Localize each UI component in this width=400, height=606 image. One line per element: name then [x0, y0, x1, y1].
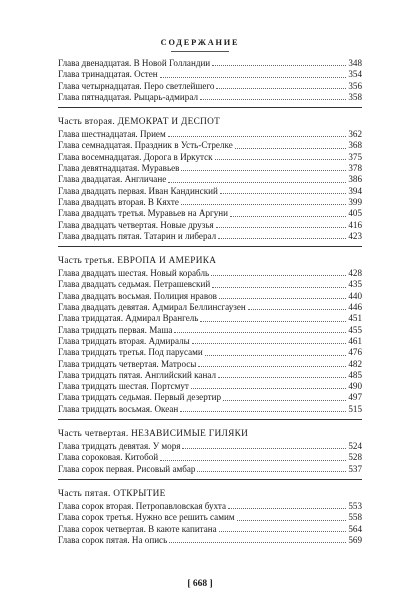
chapter-title: Глава шестнадцатая. Прием [58, 129, 166, 140]
chapter-title: Глава тридцать девятая. У моря [58, 441, 181, 452]
chapter-page-number: 354 [348, 69, 362, 80]
chapter-title: Глава сорок пятая. На опись [58, 534, 168, 545]
dot-leader [219, 531, 347, 532]
chapter-title: Глава сороковая. Китобой [58, 452, 159, 463]
page-number: [ 668 ] [187, 579, 213, 589]
dot-leader [197, 471, 346, 472]
chapter-page-number: 455 [348, 324, 362, 335]
dot-leader [169, 542, 346, 543]
toc-entry[interactable] [58, 220, 362, 231]
toc-entry[interactable] [58, 381, 362, 392]
chapter-page-number: 386 [348, 174, 362, 185]
toc-entry[interactable] [58, 512, 362, 523]
dot-leader [215, 159, 347, 160]
chapter-page-number: 569 [348, 534, 362, 545]
dot-leader [192, 343, 347, 344]
dot-leader [220, 193, 347, 194]
chapter-title: Глава сорок первая. Рисовый амбар [58, 463, 196, 474]
running-header: СОДЕРЖАНИЕ [160, 38, 240, 47]
chapter-page-number: 524 [348, 441, 362, 452]
dot-leader [235, 148, 347, 149]
chapter-title: Глава сорок вторая. Петропавловская бухта [58, 500, 227, 511]
toc-entry[interactable] [58, 186, 362, 197]
chapter-title: Глава четырнадцатая. Перо светлейшего [58, 80, 215, 91]
table-of-contents [58, 58, 362, 546]
toc-entry[interactable] [58, 58, 362, 69]
dot-leader [160, 460, 346, 461]
toc-entry[interactable] [58, 464, 362, 475]
part-heading: Часть третья. ЕВРОПА И АМЕРИКА [58, 256, 217, 267]
dot-leader [211, 275, 346, 276]
toc-entry[interactable] [58, 208, 362, 219]
chapter-page-number: 490 [348, 381, 362, 392]
dot-leader [181, 170, 346, 171]
chapter-page-number: 375 [348, 151, 362, 162]
section-divider [58, 246, 362, 247]
toc-entry[interactable] [58, 268, 362, 279]
chapter-title: Глава тридцать четвертая. Матросы [58, 358, 197, 369]
chapter-page-number: 394 [348, 185, 362, 196]
chapter-title: Глава тридцать вторая. Адмиралы [58, 335, 190, 346]
dot-leader [191, 388, 346, 389]
toc-entry[interactable] [58, 140, 362, 151]
part-heading: Часть пятая. ОТКРЫТИЕ [58, 488, 166, 499]
chapter-page-number: 362 [348, 129, 362, 140]
chapter-page-number: 537 [348, 463, 362, 474]
toc-entry[interactable] [58, 325, 362, 336]
chapter-title: Глава восемнадцатая. Дорога в Иркутск [58, 151, 213, 162]
chapter-title: Глава двадцать восьмая. Полиция нравов [58, 290, 217, 301]
dot-leader [198, 366, 346, 367]
chapter-title: Глава сорок четвертая. В каюте капитана [58, 523, 217, 534]
toc-entry[interactable] [58, 152, 362, 163]
chapter-page-number: 553 [348, 500, 362, 511]
chapter-title: Глава тридцать пятая. Английский канал [58, 369, 216, 380]
chapter-page-number: 446 [348, 302, 362, 313]
chapter-title: Глава тридцать седьмая. Первый дезертир [58, 392, 222, 403]
dot-leader [218, 238, 346, 239]
toc-entry[interactable] [58, 197, 362, 208]
dot-leader [212, 65, 346, 66]
chapter-page-number: 356 [348, 80, 362, 91]
chapter-page-number: 451 [348, 313, 362, 324]
chapter-title: Глава тринадцатая. Остен [58, 69, 158, 80]
toc-entry[interactable] [58, 69, 362, 80]
dot-leader [248, 309, 347, 310]
dot-leader [180, 411, 346, 412]
toc-entry[interactable] [58, 535, 362, 546]
chapter-page-number: 399 [348, 196, 362, 207]
toc-entry[interactable] [58, 231, 362, 242]
chapter-title: Глава тридцать восьмая. Океан [58, 403, 179, 414]
toc-entry[interactable] [58, 404, 362, 415]
chapter-title: Глава сорок третья. Нужно все решить самим [58, 512, 235, 523]
chapter-page-number: 482 [348, 358, 362, 369]
chapter-title: Глава двадцать пятая. Татарин и либерал [58, 230, 217, 241]
dot-leader [168, 182, 346, 183]
chapter-title: Глава девятнадцатая. Муравьев [58, 163, 180, 174]
toc-entry[interactable] [58, 81, 362, 92]
dot-leader [216, 227, 347, 228]
toc-entry[interactable] [58, 336, 362, 347]
chapter-title: Глава двадцать седьмая. Петрашевский [58, 279, 211, 290]
dot-leader [218, 377, 346, 378]
toc-entry[interactable] [58, 302, 362, 313]
chapter-page-number: 348 [348, 58, 362, 68]
toc-entry[interactable] [58, 359, 362, 370]
chapter-page-number: 440 [348, 290, 362, 301]
chapter-title: Глава семнадцатая. Праздник в Усть-Стрелке [58, 140, 233, 151]
chapter-page-number: 564 [348, 523, 362, 534]
chapter-page-number: 428 [348, 268, 362, 279]
dot-leader [228, 508, 346, 509]
chapter-page-number: 528 [348, 452, 362, 463]
chapter-page-number: 497 [348, 392, 362, 403]
dot-leader [216, 88, 346, 89]
dot-leader [181, 204, 347, 205]
chapter-title: Глава двадцать первая. Иван Кандинский [58, 185, 218, 196]
chapter-title: Глава двадцать шестая. Новый корабль [58, 268, 210, 279]
toc-entry[interactable] [58, 313, 362, 324]
dot-leader [212, 287, 346, 288]
dot-leader [230, 216, 346, 217]
toc-entry[interactable] [58, 347, 362, 358]
toc-entry[interactable] [58, 279, 362, 290]
dot-leader [219, 298, 346, 299]
chapter-title: Глава тридцать третья. Под парусами [58, 347, 203, 358]
dot-leader [182, 448, 346, 449]
dot-leader [237, 520, 347, 521]
dot-leader [223, 400, 346, 401]
part-heading: Часть вторая. ДЕМОКРАТ И ДЕСПОТ [58, 117, 221, 128]
toc-entry[interactable] [58, 129, 362, 140]
chapter-page-number: 368 [348, 140, 362, 151]
chapter-title: Глава тридцать первая. Маша [58, 324, 173, 335]
dot-leader [200, 99, 346, 100]
chapter-page-number: 423 [348, 230, 362, 241]
toc-entry[interactable] [58, 92, 362, 103]
dot-leader [168, 136, 347, 137]
toc-entry[interactable] [58, 370, 362, 381]
chapter-page-number: 476 [348, 347, 362, 358]
toc-entry[interactable] [58, 291, 362, 302]
chapter-title: Глава двенадцатая. В Новой Голландии [58, 58, 211, 68]
dot-leader [200, 321, 346, 322]
chapter-page-number: 378 [348, 163, 362, 174]
chapter-title: Глава двадцать четвертая. Новые друзья [58, 219, 214, 230]
chapter-page-number: 405 [348, 208, 362, 219]
toc-entry[interactable] [58, 392, 362, 403]
chapter-page-number: 435 [348, 279, 362, 290]
toc-entry[interactable] [58, 441, 362, 452]
chapter-page-number: 515 [348, 403, 362, 414]
chapter-page-number: 461 [348, 335, 362, 346]
toc-entry[interactable] [58, 174, 362, 185]
chapter-page-number: 485 [348, 369, 362, 380]
section-divider [58, 479, 362, 480]
section-divider [58, 107, 362, 108]
header-rule [171, 51, 229, 52]
toc-entry[interactable] [58, 163, 362, 174]
chapter-title: Глава двадцать третья. Муравьев на Аргуни [58, 208, 229, 219]
chapter-title: Глава тридцать шестая. Портсмут [58, 381, 189, 392]
toc-entry[interactable] [58, 452, 362, 463]
dot-leader [174, 332, 346, 333]
chapter-page-number: 558 [348, 512, 362, 523]
dot-leader [205, 355, 347, 356]
part-heading: Часть четвертая. НЕЗАВИСИМЫЕ ГИЛЯКИ [58, 429, 249, 440]
toc-entry[interactable] [58, 524, 362, 535]
chapter-title: Глава двадцатая. Англичане [58, 174, 167, 185]
chapter-title: Глава тридцатая. Адмирал Врангель [58, 313, 199, 324]
section-divider [58, 419, 362, 420]
chapter-title: Глава двадцать вторая. В Кяхте [58, 196, 179, 207]
toc-entry[interactable] [58, 501, 362, 512]
dot-leader [160, 77, 347, 78]
chapter-title: Глава пятнадцатая. Рыцарь-адмирал [58, 91, 198, 102]
chapter-title: Глава двадцать девятая. Адмирал Беллинсгаузен [58, 302, 246, 313]
chapter-page-number: 358 [348, 91, 362, 102]
chapter-page-number: 416 [348, 219, 362, 230]
